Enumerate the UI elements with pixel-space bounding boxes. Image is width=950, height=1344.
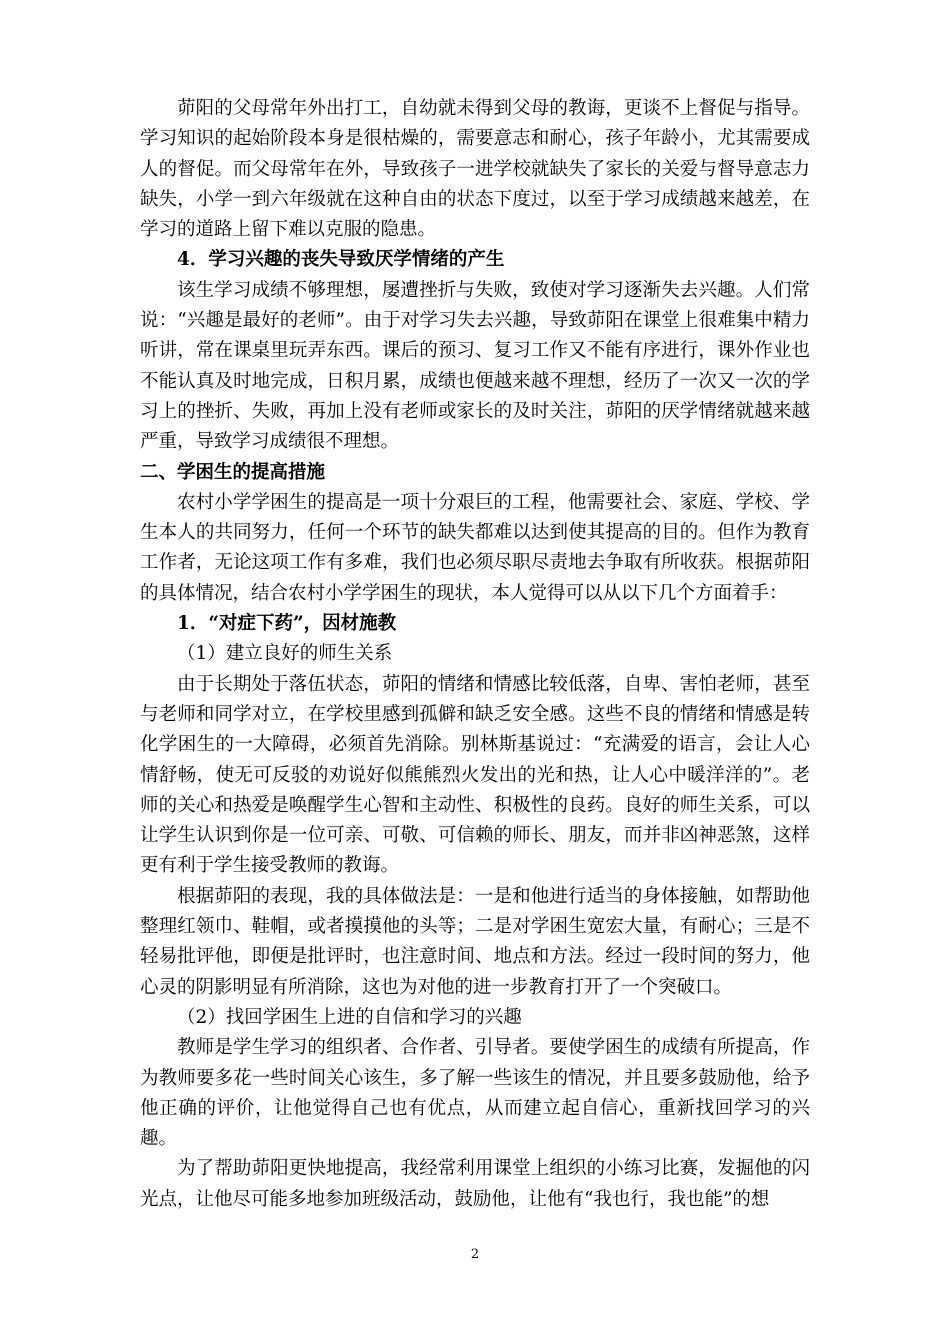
section-heading-measures: 二、学困生的提高措施 [140,461,326,483]
page-body [140,94,810,1215]
paragraph-specific-methods: 根据茆阳的表现，我的具体做法是：一是和他进行适当的身体接触，如帮助他整理红领巾、鞋帽，或者摸摸他的头等；二是对学困生宽宏大量，有耐心；三是不轻易批评他，即便是批评时，也注意时间、地点和方法。经过一段时间的努力，他心灵的阴影明显有所消除，这也为对他的进一步教育打开了一个突破口。 [140,885,810,998]
subheading-confidence-interest: （2）找回学困生上进的自信和学习的兴趣 [177,1006,522,1028]
paragraph-teacher-student-relation: 由于长期处于落伍状态，茆阳的情绪和情感比较低落，自卑、害怕老师，甚至与老师和同学对立，在学校里感到孤僻和缺乏安全感。这些不良的情绪和情感是转化学困生的一大障碍，必须首先消除。别林斯基说过：“充满爱的语言，会让人心情舒畅，使无可反驳的劝说好似熊熊烈火发出的光和热，让人心中暖洋洋的”。老师的关心和热爱是唤醒学生心智和主动性、积极性的良药。良好的师生关系，可以让学生认识到你是一位可亲、可敬、可信赖的师长、朋友，而并非凶神恶煞，这样更有利于学生接受教师的教诲。 [140,673,810,877]
paragraph-teacher-role: 教师是学生学习的组织者、合作者、引导者。要使学困生的成绩有所提高，作为教师要多花一些时间关心该生，多了解一些该生的情况，并且要多鼓励他，给予他正确的评价，让他觉得自己也有优点，从而建立起自信心，重新找回学习的兴趣。 [140,1037,810,1150]
subheading-teacher-student-relation: （1）建立良好的师生关系 [177,643,393,665]
heading-targeted-teaching: 1．“对症下药”，因材施教 [177,613,397,635]
paragraph-parents-absence: 茆阳的父母常年外出打工，自幼就未得到父母的教诲，更谈不上督促与指导。学习知识的起始阶段本身是很枯燥的，需要意志和耐心，孩子年龄小，尤其需要成人的督促。而父母常年在外，导致孩子一进学校就缺失了家长的关爱与督导意志力缺失，小学一到六年级就在这种自由的状态下度过，以至于学习成绩越来越差，在学习的道路上留下难以克服的隐患。 [140,98,810,241]
paragraph-measures-intro: 农村小学学困生的提高是一项十分艰巨的工程，他需要社会、家庭、学校、学生本人的共同努力，任何一个环节的缺失都难以达到使其提高的目的。但作为教育工作者，无论这项工作有多难，我们也必须尽职尽责地去争取有所收获。根据茆阳的具体情况，结合农村小学学困生的现状，本人觉得可以从以下几个方面着手： [140,491,810,604]
page-number: 2 [470,1247,480,1262]
paragraph-interest-loss: 该生学习成绩不够理想，屡遭挫折与失败，致使对学习逐渐失去兴趣。人们常说：“兴趣是最好的老师”。由于对学习失去兴趣，导致茆阳在课堂上很难集中精力听讲，常在课桌里玩弄东西。课后的预习、复习工作又不能有序进行，课外作业也不能认真及时地完成，日积月累，成绩也便越来越不理想，经历了一次又一次的学习上的挫折、失败，再加上没有老师或家长的及时关注，茆阳的厌学情绪就越来越严重，导致学习成绩很不理想。 [140,279,810,453]
heading-interest-loss: 4．学习兴趣的丧失导致厌学情绪的产生 [177,249,505,271]
paragraph-practice-competition: 为了帮助茆阳更快地提高，我经常利用课堂上组织的小练习比赛，发掘他的闪光点，让他尽可能多地参加班级活动，鼓励他，让他有“我也行，我也能”的想 [140,1158,810,1210]
